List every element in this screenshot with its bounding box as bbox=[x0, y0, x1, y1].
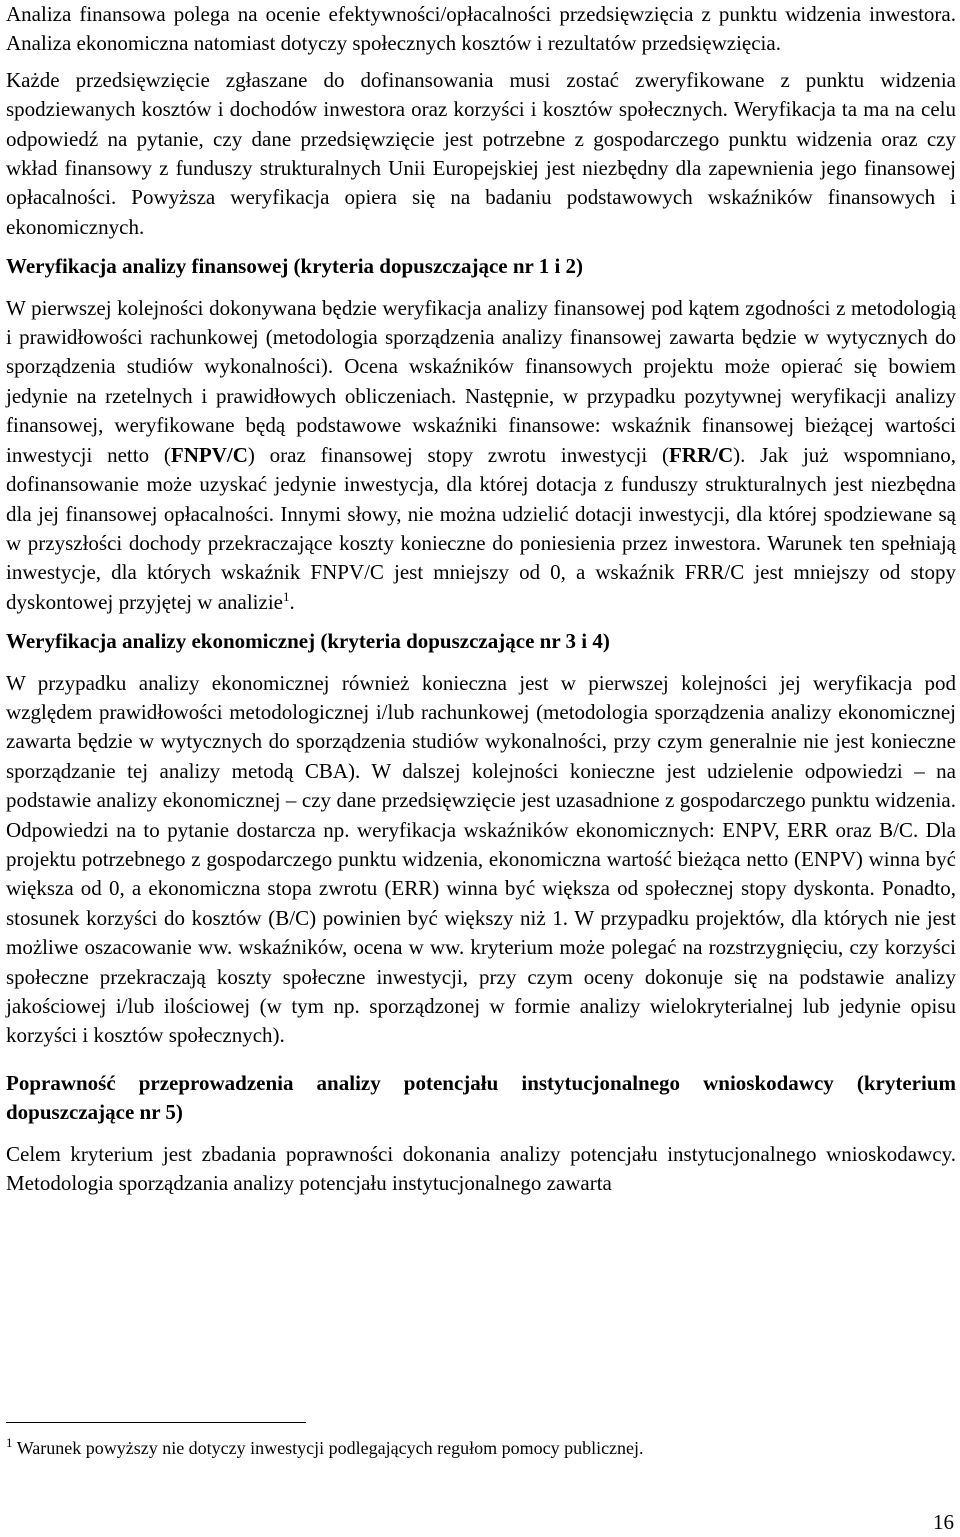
heading-economic-analysis: Weryfikacja analizy ekonomicznej (kryteria dopuszczające nr 3 i 4) bbox=[6, 629, 610, 654]
intro-paragraph-1: Analiza finansowa polega na ocenie efektywności/opłacalności przedsięwzięcia z punktu widzenia inwestora. Analiza ekonomiczna natomiast dotyczy społecznych kosztów i rezultatów przedsięwzięcia. bbox=[6, 2, 956, 56]
footnote-number: 1 bbox=[6, 1435, 13, 1450]
fnpv-term: FNPV/C bbox=[170, 442, 248, 467]
heading-financial-analysis: Weryfikacja analizy finansowej (kryteria dopuszczające nr 1 i 2) bbox=[6, 254, 584, 279]
financial-text-c: ). Jak już wspomniano, dofinansowanie może uzyskać jedynie inwestycja, dla której dotacja z funduszy strukturalnych jest niezbędna dla jej finansowej opłacalności. Innymi słowy, nie można udzielić dotacji inwestycji, dla której spodziewane są w przyszłości dochody przekraczające koszty konieczne do poniesienia przez inwestora. Warunek ten spełniają inwestycje, dla których wskaźnik FNPV/C jest mniejszy od 0, a wskaźnik FRR/C jest mniejszy od stopy dyskontowej przyjętej w analizie bbox=[6, 442, 956, 614]
footnote-divider bbox=[6, 1422, 306, 1423]
financial-analysis-paragraph bbox=[6, 294, 956, 617]
frr-term: FRR/C bbox=[668, 442, 734, 467]
financial-text-b: ) oraz finansowej stopy zwrotu inwestycji ( bbox=[247, 442, 669, 467]
footnote bbox=[6, 1436, 644, 1460]
intro-paragraph-2: Każde przedsięwzięcie zgłaszane do dofinansowania musi zostać zweryfikowane z punktu widzenia spodziewanych kosztów i dochodów inwestora oraz korzyści i kosztów społecznych. Weryfikacja ta ma na celu odpowiedź na pytanie, czy dane przedsięwzięcie jest potrzebne z gospodarczego punktu widzenia oraz czy wkład finansowy z funduszy strukturalnych Unii Europejskiej jest niezbędny dla zapewnienia jego finansowej opłacalności. Powyższa weryfikacja opiera się na badaniu podstawowych wskaźników finansowych i ekonomicznych. bbox=[6, 67, 956, 239]
heading-institutional-analysis: Poprawność przeprowadzenia analizy potencjału instytucjonalnego wnioskodawcy (kryterium dopuszczające nr 5) bbox=[6, 1070, 956, 1125]
footnote-text: Warunek powyższy nie dotyczy inwestycji podlegających regułom pomocy publicznej. bbox=[16, 1438, 644, 1458]
institutional-analysis-paragraph: Celem kryterium jest zbadania poprawności dokonania analizy potencjału instytucjonalnego wnioskodawcy. Metodologia sporządzania analizy potencjału instytucjonalnego zawarta bbox=[6, 1141, 956, 1196]
footnote-reference: 1 bbox=[283, 588, 290, 604]
financial-text-end: . bbox=[289, 589, 295, 614]
page-number: 16 bbox=[933, 1510, 954, 1534]
economic-analysis-paragraph: W przypadku analizy ekonomicznej również konieczna jest w pierwszej kolejności jej weryfikacja pod względem prawidłowości metodologicznej i/lub rachunkowej (metodologia sporządzenia analizy ekonomicznej zawarta będzie w wytycznych do sporządzenia studiów wykonalności, przy czym generalnie nie jest konieczne sporządzanie tej analizy metodą CBA). W dalszej kolejności konieczne jest udzielenie odpowiedzi – na podstawie analizy ekonomicznej – czy dane przedsięwzięcie jest uzasadnione z gospodarczego punktu widzenia. Odpowiedzi na to pytanie dostarcza np. weryfikacja wskaźników ekonomicznych: ENPV, ERR oraz B/C. Dla projektu potrzebnego z gospodarczego punktu widzenia, ekonomiczna wartość bieżąca netto (ENPV) winna być większa od 0, a ekonomiczna stopa zwrotu (ERR) winna być większa od społecznej stopy dyskonta. Ponadto, stosunek korzyści do kosztów (B/C) powinien być większy niż 1. W przypadku projektów, dla których nie jest możliwe oszacowanie ww. wskaźników, ocena w ww. kryterium może polegać na rozstrzygnięciu, czy korzyści społeczne przekraczają koszty społeczne inwestycji, przy czym oceny dokonuje się na podstawie analizy jakościowej i/lub ilościowej (w tym np. sporządzonej w formie analizy wielokryterialnej lub jedynie opisu korzyści i kosztów społecznych). bbox=[6, 670, 956, 1048]
financial-text-a: W pierwszej kolejności dokonywana będzie weryfikacja analizy finansowej pod kątem zgodności z metodologią i prawidłowości rachunkowej (metodologia sporządzenia analizy finansowej zawarta będzie w wytycznych do sporządzenia studiów wykonalności). Ocena wskaźników finansowych projektu może opierać się bowiem jedynie na rzetelnych i prawidłowych obliczeniach. Następnie, w przypadku pozytywnej weryfikacji analizy finansowej, weryfikowane będą podstawowe wskaźniki finansowe: wskaźnik finansowej bieżącej wartości inwestycji netto ( bbox=[6, 295, 956, 467]
document-page bbox=[6, 0, 956, 1198]
